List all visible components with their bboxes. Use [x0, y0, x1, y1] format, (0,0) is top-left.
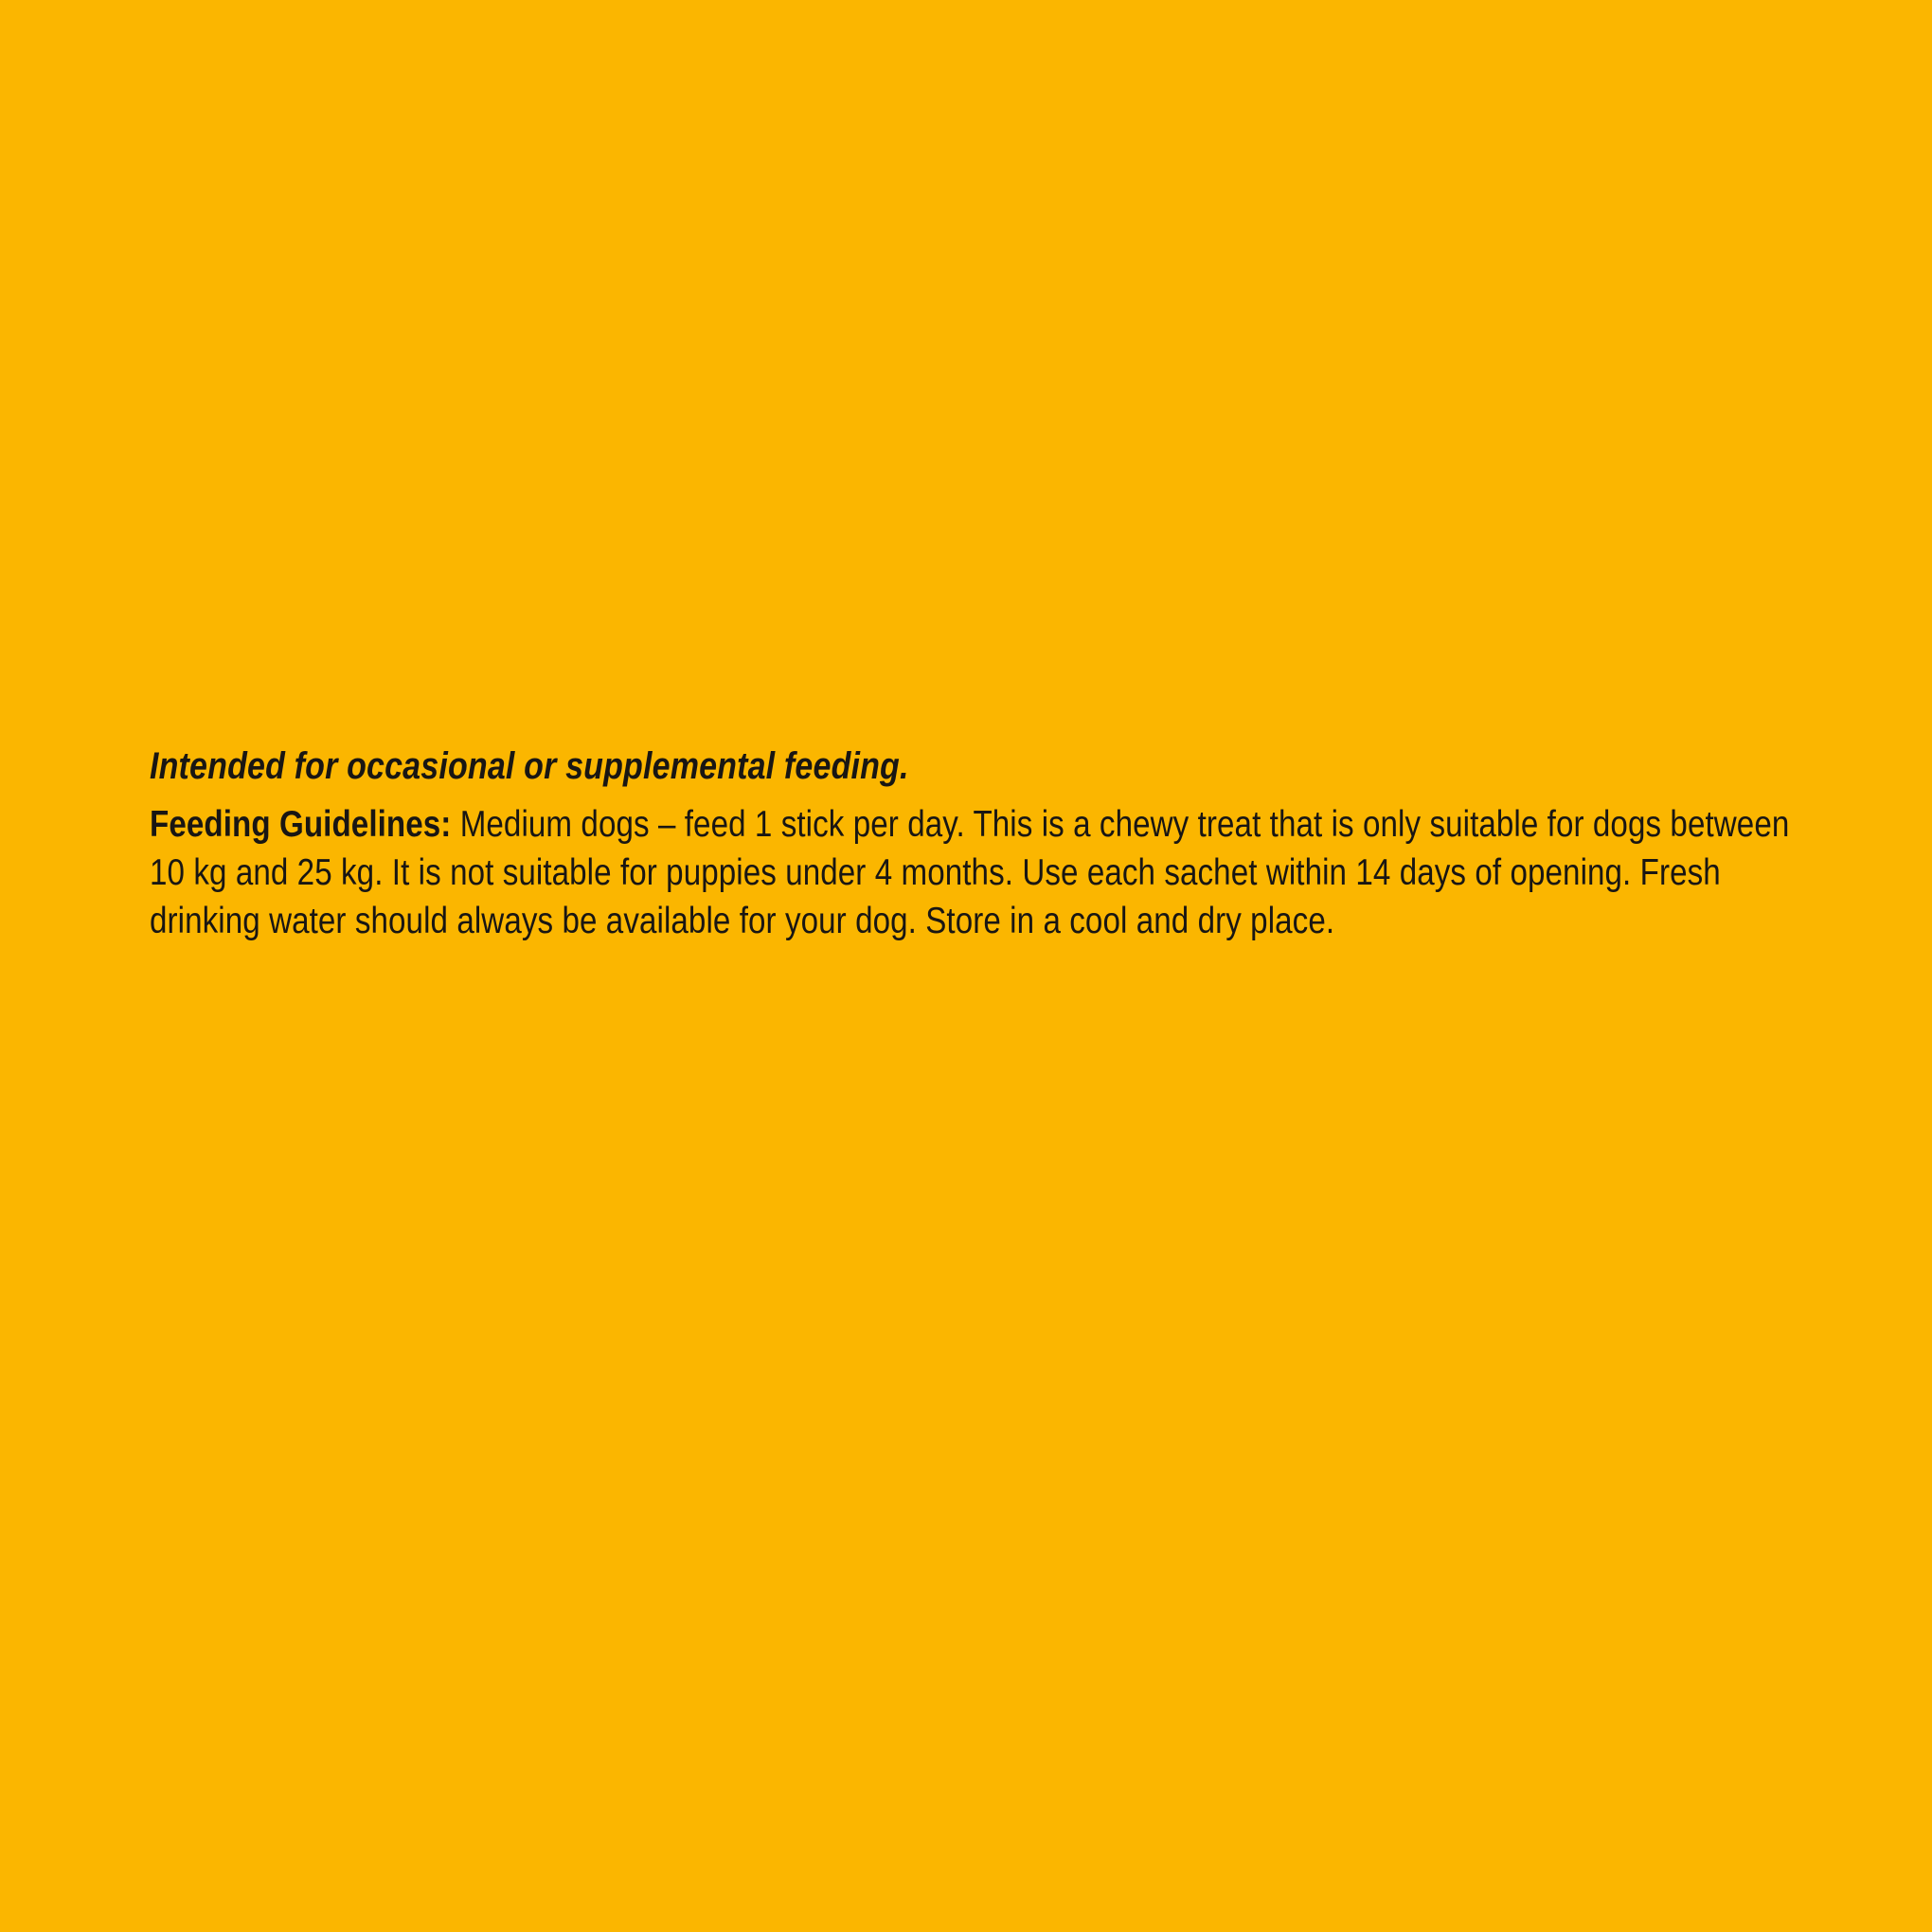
feeding-guidelines-label: Feeding Guidelines: [150, 804, 452, 845]
feeding-intro-text: Intended for occasional or supplemental feeding. [150, 745, 909, 787]
feeding-guidelines-block [150, 742, 1816, 945]
feeding-guidelines-body: Medium dogs – feed 1 stick per day. This is a chewy treat that is only suitable for dogs between 10 kg and 25 kg. It is not suitable for puppies under 4 months. Use each sachet within 14 days of opening. Fresh drinking water should always be available for your dog. Store in a cool and dry place. [150, 804, 1790, 941]
feeding-guidelines-paragraph [150, 800, 1816, 945]
